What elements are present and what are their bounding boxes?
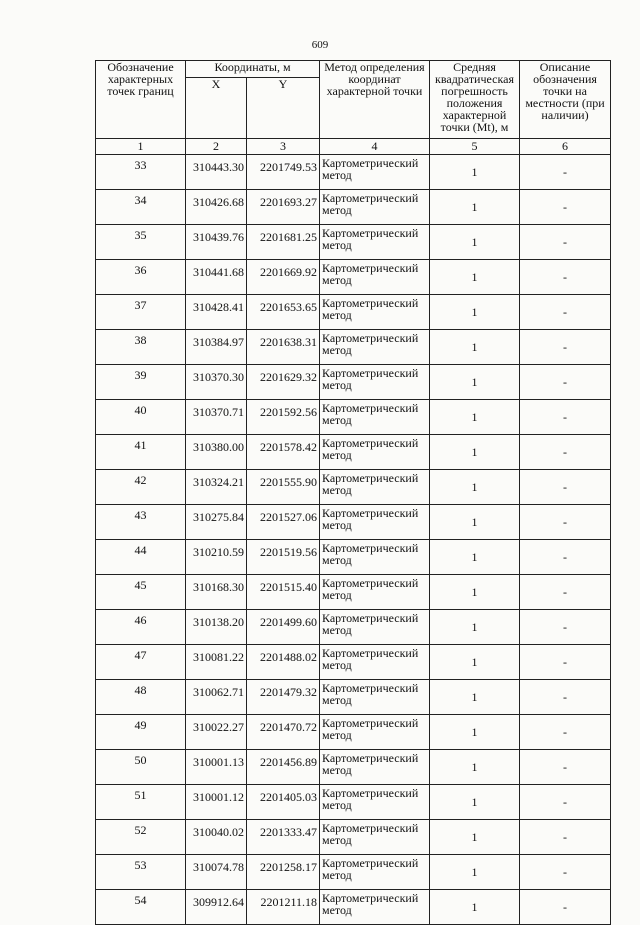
method-cell: Картометрический метод [320,750,430,785]
description-cell: - [520,260,611,295]
accuracy-cell: 1 [430,610,520,645]
table-row [96,855,611,890]
description-cell: - [520,890,611,925]
header-x: X [186,78,247,139]
y-coordinate-cell: 2201258.17 [247,855,320,890]
accuracy-cell: 1 [430,260,520,295]
point-cell: 51 [96,785,186,820]
table-row [96,785,611,820]
point-cell: 49 [96,715,186,750]
accuracy-cell: 1 [430,470,520,505]
y-coordinate-cell: 2201456.89 [247,750,320,785]
description-cell: - [520,820,611,855]
header-point: Обозначение характерных точек границ [96,61,186,139]
y-coordinate-cell: 2201515.40 [247,575,320,610]
x-coordinate-cell: 310001.13 [186,750,247,785]
table-row [96,225,611,260]
method-cell: Картометрический метод [320,575,430,610]
y-coordinate-cell: 2201519.56 [247,540,320,575]
column-number: 2 [186,139,247,155]
column-number: 4 [320,139,430,155]
description-cell: - [520,365,611,400]
description-cell: - [520,190,611,225]
description-cell: - [520,645,611,680]
point-cell: 48 [96,680,186,715]
accuracy-cell: 1 [430,330,520,365]
accuracy-cell: 1 [430,155,520,190]
point-cell: 45 [96,575,186,610]
x-coordinate-cell: 310384.97 [186,330,247,365]
description-cell: - [520,785,611,820]
point-cell: 44 [96,540,186,575]
description-cell: - [520,505,611,540]
y-coordinate-cell: 2201555.90 [247,470,320,505]
description-cell: - [520,750,611,785]
table-row [96,575,611,610]
table-row [96,365,611,400]
accuracy-cell: 1 [430,575,520,610]
method-cell: Картометрический метод [320,505,430,540]
accuracy-cell: 1 [430,750,520,785]
table-row [96,645,611,680]
y-coordinate-cell: 2201499.60 [247,610,320,645]
table-row [96,330,611,365]
accuracy-cell: 1 [430,890,520,925]
table-body [96,155,611,925]
page-number: 609 [311,39,329,51]
accuracy-cell: 1 [430,785,520,820]
method-cell: Картометрический метод [320,190,430,225]
header-description: Описание обозначения точки на местности (при наличии) [520,61,611,139]
point-cell: 53 [96,855,186,890]
method-cell: Картометрический метод [320,435,430,470]
method-cell: Картометрический метод [320,470,430,505]
column-numbers-row [96,139,611,155]
accuracy-cell: 1 [430,820,520,855]
table-row [96,400,611,435]
point-cell: 33 [96,155,186,190]
point-cell: 43 [96,505,186,540]
column-number: 5 [430,139,520,155]
accuracy-cell: 1 [430,715,520,750]
y-coordinate-cell: 2201681.25 [247,225,320,260]
table-row [96,750,611,785]
header-coordinates: Координаты, м [186,61,320,78]
y-coordinate-cell: 2201405.03 [247,785,320,820]
header-accuracy: Средняя квадратическая погрешность положения характерной точки (Mt), м [430,61,520,139]
x-coordinate-cell: 310441.68 [186,260,247,295]
x-coordinate-cell: 310275.84 [186,505,247,540]
point-cell: 39 [96,365,186,400]
x-coordinate-cell: 310370.30 [186,365,247,400]
y-coordinate-cell: 2201211.18 [247,890,320,925]
accuracy-cell: 1 [430,855,520,890]
y-coordinate-cell: 2201749.53 [247,155,320,190]
x-coordinate-cell: 310370.71 [186,400,247,435]
point-cell: 42 [96,470,186,505]
y-coordinate-cell: 2201527.06 [247,505,320,540]
method-cell: Картометрический метод [320,330,430,365]
accuracy-cell: 1 [430,540,520,575]
description-cell: - [520,295,611,330]
x-coordinate-cell: 310074.78 [186,855,247,890]
description-cell: - [520,715,611,750]
description-cell: - [520,610,611,645]
point-cell: 52 [96,820,186,855]
y-coordinate-cell: 2201333.47 [247,820,320,855]
point-cell: 47 [96,645,186,680]
x-coordinate-cell: 310022.27 [186,715,247,750]
accuracy-cell: 1 [430,190,520,225]
y-coordinate-cell: 2201653.65 [247,295,320,330]
y-coordinate-cell: 2201638.31 [247,330,320,365]
y-coordinate-cell: 2201488.02 [247,645,320,680]
point-cell: 37 [96,295,186,330]
header-y: Y [247,78,320,139]
description-cell: - [520,575,611,610]
accuracy-cell: 1 [430,505,520,540]
description-cell: - [520,855,611,890]
table-row [96,890,611,925]
description-cell: - [520,225,611,260]
column-number: 6 [520,139,611,155]
description-cell: - [520,680,611,715]
x-coordinate-cell: 310439.76 [186,225,247,260]
point-cell: 50 [96,750,186,785]
method-cell: Картометрический метод [320,680,430,715]
method-cell: Картометрический метод [320,855,430,890]
method-cell: Картометрический метод [320,260,430,295]
point-cell: 38 [96,330,186,365]
method-cell: Картометрический метод [320,400,430,435]
x-coordinate-cell: 310426.68 [186,190,247,225]
accuracy-cell: 1 [430,365,520,400]
table-row [96,540,611,575]
point-cell: 36 [96,260,186,295]
description-cell: - [520,330,611,365]
table-row [96,190,611,225]
y-coordinate-cell: 2201629.32 [247,365,320,400]
accuracy-cell: 1 [430,435,520,470]
method-cell: Картометрический метод [320,890,430,925]
x-coordinate-cell: 310001.12 [186,785,247,820]
method-cell: Картометрический метод [320,820,430,855]
coordinates-table [95,60,611,925]
accuracy-cell: 1 [430,680,520,715]
method-cell: Картометрический метод [320,610,430,645]
description-cell: - [520,540,611,575]
point-cell: 41 [96,435,186,470]
method-cell: Картометрический метод [320,785,430,820]
method-cell: Картометрический метод [320,365,430,400]
table-row [96,260,611,295]
table-row [96,715,611,750]
point-cell: 54 [96,890,186,925]
point-cell: 35 [96,225,186,260]
method-cell: Картометрический метод [320,225,430,260]
table-row [96,155,611,190]
y-coordinate-cell: 2201592.56 [247,400,320,435]
table-row [96,610,611,645]
method-cell: Картометрический метод [320,155,430,190]
accuracy-cell: 1 [430,225,520,260]
accuracy-cell: 1 [430,295,520,330]
y-coordinate-cell: 2201669.92 [247,260,320,295]
x-coordinate-cell: 310168.30 [186,575,247,610]
table-row [96,820,611,855]
y-coordinate-cell: 2201693.27 [247,190,320,225]
x-coordinate-cell: 309912.64 [186,890,247,925]
method-cell: Картометрический метод [320,715,430,750]
y-coordinate-cell: 2201470.72 [247,715,320,750]
column-number: 1 [96,139,186,155]
y-coordinate-cell: 2201479.32 [247,680,320,715]
x-coordinate-cell: 310040.02 [186,820,247,855]
accuracy-cell: 1 [430,400,520,435]
column-number: 3 [247,139,320,155]
x-coordinate-cell: 310324.21 [186,470,247,505]
table-row [96,680,611,715]
description-cell: - [520,400,611,435]
method-cell: Картометрический метод [320,540,430,575]
y-coordinate-cell: 2201578.42 [247,435,320,470]
accuracy-cell: 1 [430,645,520,680]
table-row [96,295,611,330]
method-cell: Картометрический метод [320,295,430,330]
method-cell: Картометрический метод [320,645,430,680]
table-row [96,470,611,505]
table-row [96,505,611,540]
x-coordinate-cell: 310443.30 [186,155,247,190]
x-coordinate-cell: 310380.00 [186,435,247,470]
x-coordinate-cell: 310062.71 [186,680,247,715]
description-cell: - [520,435,611,470]
description-cell: - [520,470,611,505]
point-cell: 34 [96,190,186,225]
x-coordinate-cell: 310138.20 [186,610,247,645]
point-cell: 40 [96,400,186,435]
description-cell: - [520,155,611,190]
x-coordinate-cell: 310428.41 [186,295,247,330]
table-row [96,435,611,470]
x-coordinate-cell: 310210.59 [186,540,247,575]
x-coordinate-cell: 310081.22 [186,645,247,680]
point-cell: 46 [96,610,186,645]
header-method: Метод определения координат характерной точки [320,61,430,139]
